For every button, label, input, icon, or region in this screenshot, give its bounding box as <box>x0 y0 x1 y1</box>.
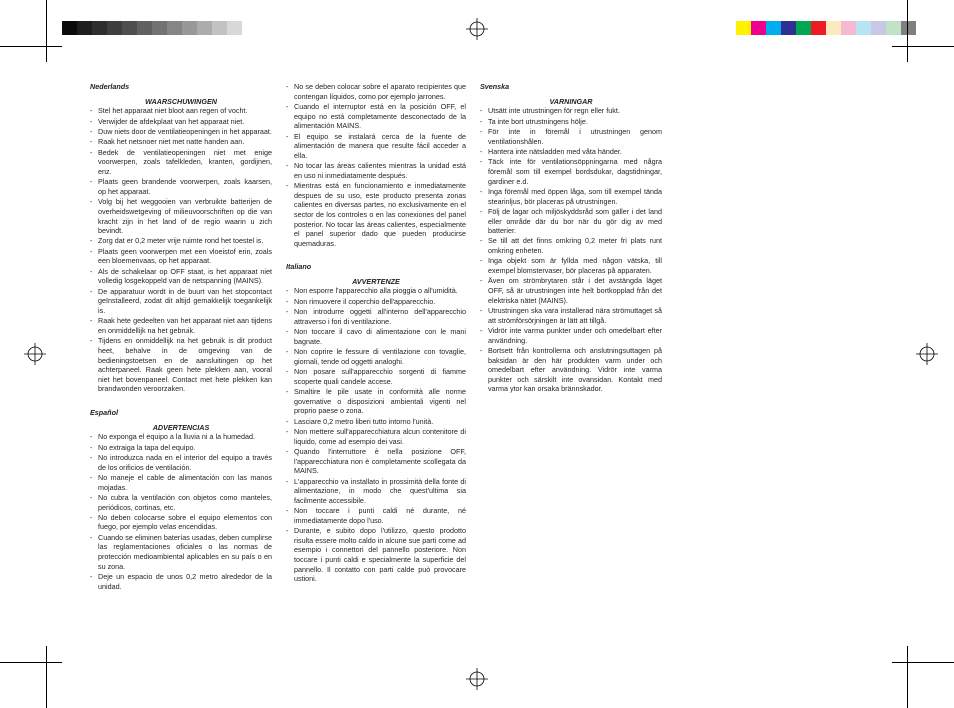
warning-item: - No tocar las áreas calientes mientras la unidad está en uso ni inmediatamente después. <box>286 161 466 180</box>
gray-swatch <box>227 21 242 35</box>
warning-item: - Inga objekt som är fyllda med någon vätska, till exempel blomstervaser, bör placeras på apparaten. <box>480 256 662 275</box>
gray-swatch <box>62 21 77 35</box>
warning-item: - Cuando se eliminen baterías usadas, deben cumplirse las reglamentaciones oficiales o las normas de protección medioambiental aplicables en su país o en su zona. <box>90 533 272 571</box>
column-1 <box>90 82 272 592</box>
gray-swatch <box>122 21 137 35</box>
warning-item: - Ta inte bort utrustningens hölje. <box>480 117 662 127</box>
warning-item: - Non toccare i punti caldi né durante, né immediatamente dopo l'uso. <box>286 506 466 525</box>
gray-swatch <box>92 21 107 35</box>
warning-item: - Lasciare 0,2 metro liberi tutto intorno l'unità. <box>286 417 466 427</box>
column-2 <box>286 82 466 585</box>
warning-list <box>480 106 662 394</box>
grayscale-calibration-bar <box>62 21 242 35</box>
registration-mark-right <box>916 343 938 365</box>
warning-item: - Hantera inte nätsladden med våta händer. <box>480 147 662 157</box>
warning-list <box>286 286 466 583</box>
warning-item: - No deben colocarse sobre el equipo elementos con fuego, por ejemplo velas encendidas. <box>90 513 272 532</box>
color-swatch <box>736 21 751 35</box>
warning-item: - Täck inte för ventilationsöppningarna med några föremål som till exempel bordsdukar, dagstidningar, gardiner e.d. <box>480 157 662 186</box>
gray-swatch <box>197 21 212 35</box>
gray-swatch <box>107 21 122 35</box>
warning-item: - Verwijder de afdekplaat van het apparaat niet. <box>90 117 272 127</box>
color-swatch <box>826 21 841 35</box>
gray-swatch <box>167 21 182 35</box>
warning-item: - Bortsett från kontrollerna och anslutningsuttagen på baksidan är den här produkten varm under och omedelbart efter användning. Vidrör inte varma punkter och särskilt inte ovansidan. Kontakt med varma ytor kan orsaka brännskador. <box>480 346 662 394</box>
warnings-heading: WAARSCHUWINGEN <box>145 96 217 106</box>
warning-item: - El equipo se instalará cerca de la fuente de alimentación de manera que resulte fácil acceder a ella. <box>286 132 466 161</box>
warning-list <box>90 106 272 394</box>
warning-item: - Cuando el interruptor está en la posición OFF, el equipo no está completamente desconectado de la alimentación MAINS. <box>286 102 466 131</box>
warning-item: - No cubra la ventilación con objetos como manteles, periódicos, cortinas, etc. <box>90 493 272 512</box>
color-swatch <box>796 21 811 35</box>
color-calibration-bar <box>736 21 916 35</box>
warning-item: - Plaats geen voorwerpen met een vloeistof erin, zoals een bloemenvaas, op het apparaat. <box>90 247 272 266</box>
gray-swatch <box>152 21 167 35</box>
color-swatch <box>751 21 766 35</box>
warning-item: - No introduzca nada en el interior del equipo a través de los orificios de ventilación. <box>90 453 272 472</box>
color-swatch <box>781 21 796 35</box>
warning-item: - Stel het apparaat niet bloot aan regen of vocht. <box>90 106 272 116</box>
warning-item: - De apparatuur wordt in de buurt van het stopcontact geïnstalleerd, zodat dit altijd gemakkelijk toegankelijk is. <box>90 287 272 316</box>
warning-item: - Raak hete gedeelten van het apparaat niet aan tijdens en onmiddellijk na het gebruik. <box>90 316 272 335</box>
warning-item: - Utrustningen ska vara installerad nära strömuttaget så att strömförsörjningen är lätt att tillgå. <box>480 306 662 325</box>
warning-item: - Inga föremål med öppen låga, som till exempel tända stearinljus, bör placeras på utrustningen. <box>480 187 662 206</box>
gray-swatch <box>182 21 197 35</box>
column-3 <box>480 82 662 395</box>
language-label: Svenska <box>480 82 510 91</box>
registration-mark-bottom <box>466 668 488 690</box>
color-swatch <box>871 21 886 35</box>
warning-item: - Non esporre l'apparecchio alla pioggia o all'umidità. <box>286 286 466 296</box>
gray-swatch <box>212 21 227 35</box>
color-swatch <box>766 21 781 35</box>
language-label: Nederlands <box>90 82 130 91</box>
warning-item: - Zorg dat er 0,2 meter vrije ruimte rond het toestel is. <box>90 236 272 246</box>
warning-item: - Als de schakelaar op OFF staat, is het apparaat niet volledig losgekoppeld van de netspanning (MAINS). <box>90 267 272 286</box>
warning-item: - Raak het netsnoer niet met natte handen aan. <box>90 137 272 147</box>
warning-item: - Durante, e subito dopo l'utilizzo, questo prodotto risulta essere molto caldo in alcune sue parti come ad esempio i connettori del pannello posteriore. Non toccare i punti caldi e specialmente la superficie del pannello. Il contatto con parti calde può provocare ustioni. <box>286 526 466 584</box>
warning-item: - Non posare sull'apparecchio sorgenti di fiamme scoperte quali candele accese. <box>286 367 466 386</box>
warning-item: - Duw niets door de ventilatieopeningen in het apparaat. <box>90 127 272 137</box>
warning-item: - Tijdens en onmiddellijk na het gebruik is dit product heet, behalve in de omgeving van de bedieningstoetsen en de aansluitingen op het achterpaneel. Raak geen hete plekken aan, vooral niet het bovenpaneel. Contact met hete plekken kan brandwonden veroorzaken. <box>90 336 272 394</box>
warning-item: - No extraiga la tapa del equipo. <box>90 443 272 453</box>
warning-item: - Vidrör inte varma punkter under och omedelbart efter användning. <box>480 326 662 345</box>
warning-item: - Följ de lagar och miljöskyddsråd som gäller i det land eller område där du bor när du gör dig av med batterier. <box>480 207 662 236</box>
warnings-heading: VARNINGAR <box>549 96 593 106</box>
color-swatch <box>811 21 826 35</box>
warning-item: - Deje un espacio de unos 0,2 metro alrededor de la unidad. <box>90 572 272 591</box>
language-label: Italiano <box>286 262 312 272</box>
warning-item: - För inte in föremål i utrustningen genom ventilationshålen. <box>480 127 662 146</box>
warning-list <box>286 82 466 248</box>
color-swatch <box>886 21 901 35</box>
warning-item: - Mientras está en funcionamiento e inmediatamente despues de su uso, este producto presenta zonas calientes en diversas partes, no exclusivamente en el sector de los controles o en las conexiones del panel posterior. No tocar las áreas calientes, especialmente el panel superior dado que pueden producirse quemaduras. <box>286 181 466 248</box>
warning-item: - Non coprire le fessure di ventilazione con tovaglie, giornali, tende od oggetti analoghi. <box>286 347 466 366</box>
warning-item: - Quando l'interruttore è nella posizione OFF, l'apparecchiatura non è completamente scollegata da MAINS. <box>286 447 466 476</box>
warning-item: - No exponga el equipo a la lluvia ni a la humedad. <box>90 432 272 442</box>
color-swatch <box>841 21 856 35</box>
registration-mark-left <box>24 343 46 365</box>
warning-item: - Smaltire le pile usate in conformità alle norme governative o disposizioni ambientali vigenti nel proprio paese o zona. <box>286 387 466 416</box>
registration-mark-top <box>466 18 488 40</box>
gray-swatch <box>77 21 92 35</box>
warning-item: - L'apparecchio va installato in prossimità della fonte di alimentazione, in modo che quest'ultima sia facilmente accessibile. <box>286 477 466 506</box>
warning-item: - Non rimuovere il coperchio dell'apparecchio. <box>286 297 466 307</box>
language-label: Español <box>90 407 118 417</box>
warning-list <box>90 432 272 591</box>
color-swatch <box>856 21 871 35</box>
warning-item: - Non mettere sull'apparecchiatura alcun contenitore di liquido, come ad esempio dei vasi. <box>286 427 466 446</box>
warnings-heading: AVVERTENZE <box>352 276 400 286</box>
warning-item: - No maneje el cable de alimentación con las manos mojadas. <box>90 473 272 492</box>
warning-item: - Se till att det finns omkring 0,2 meter fri plats runt omkring enheten. <box>480 236 662 255</box>
warning-item: - No se deben colocar sobre el aparato recipientes que contengan líquidos, como por ejemplo jarrones. <box>286 82 466 101</box>
warning-item: - Bedek de ventilatieopeningen niet met enige voorwerpen, zoals tafelkleden, kranten, gordijnen, enz. <box>90 148 272 177</box>
gray-swatch <box>137 21 152 35</box>
color-swatch <box>901 21 916 35</box>
warning-item: - Utsätt inte utrustningen för regn eller fukt. <box>480 106 662 116</box>
warning-item: - Plaats geen brandende voorwerpen, zoals kaarsen, op het apparaat. <box>90 177 272 196</box>
warning-item: - Non toccare il cavo di alimentazione con le mani bagnate. <box>286 327 466 346</box>
warning-item: - Non introdurre oggetti all'interno dell'apparecchio attraverso i fori di ventilazione. <box>286 307 466 326</box>
warning-item: - Volg bij het weggooien van verbruikte batterijen de overheidswetgeving of milieuvoorschriften op die van kracht zijn in het land of de regio waarin u zich bevindt. <box>90 197 272 235</box>
warnings-heading: ADVERTENCIAS <box>152 422 210 432</box>
warning-item: - Även om strömbrytaren står i det avstängda läget OFF, så är utrustningen inte helt bortkopplad från det elektriska nätet (MAINS). <box>480 276 662 305</box>
